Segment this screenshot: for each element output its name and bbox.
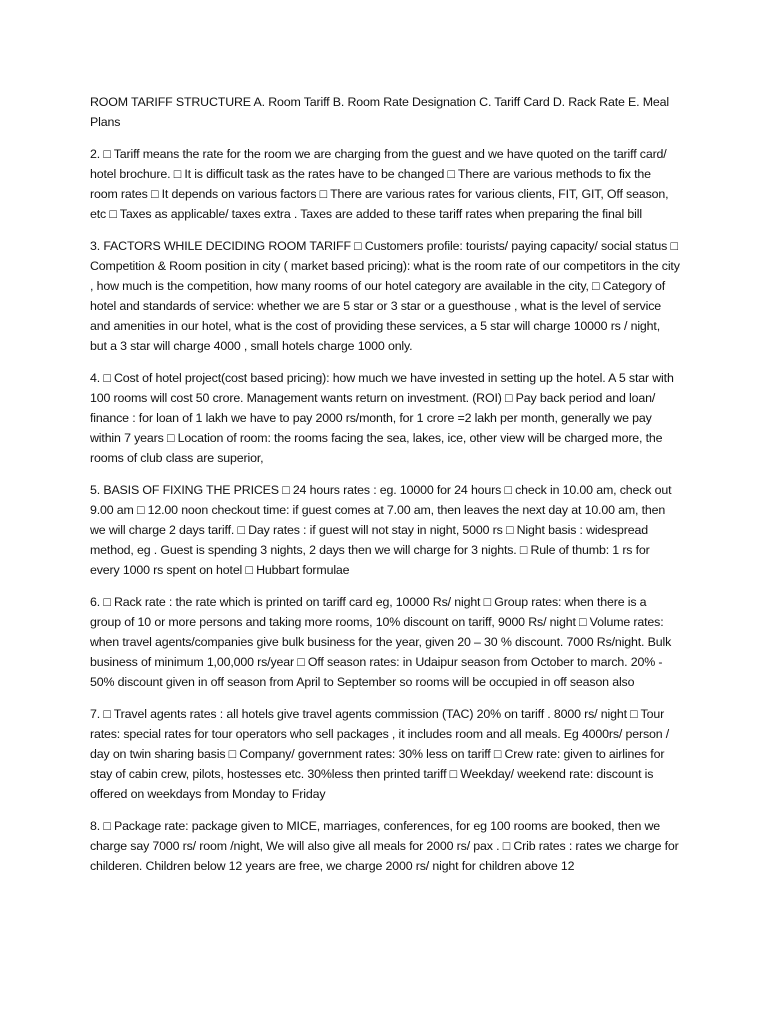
paragraph-3: 3. FACTORS WHILE DECIDING ROOM TARIFF □ Customers profile: tourists/ paying capacity/ social status □ Competition & Room position in city ( market based pricing): what is the room rate of our competitors in the city , how much is the competition, how many rooms of our hotel category are available in the city, □ Category of hotel and standards of service: whether we are 5 star or 3 star or a guesthouse , what is the level of service and amenities in our hotel, what is the cost of providing these services, a 5 star will charge 10000 rs / night, but a 3 star will charge 4000 , small hotels charge 1000 only. xyxy=(90,239,680,353)
paragraph-4: 4. □ Cost of hotel project(cost based pricing): how much we have invested in setting up the hotel. A 5 star with 100 rooms will cost 50 crore. Management wants return on investment. (ROI) □ Pay back period and loan/ finance : for loan of 1 lakh we have to pay 2000 rs/month, for 1 crore =2 lakh per month, generally we pay within 7 years □ Location of room: the rooms facing the sea, lakes, ice, other view will be charged more, the rooms of club class are superior, xyxy=(90,371,674,465)
document-body xyxy=(90,92,680,888)
paragraph-title: ROOM TARIFF STRUCTURE A. Room Tariff B. Room Rate Designation C. Tariff Card D. Rack Rate E. Meal Plans xyxy=(90,95,669,129)
paragraph-7: 7. □ Travel agents rates : all hotels give travel agents commission (TAC) 20% on tariff . 8000 rs/ night □ Tour rates: special rates for tour operators who sell packages , it includes room and all meals. Eg 4000rs/ person / day on twin sharing basis □ Company/ government rates: 30% less on tariff □ Crew rate: given to airlines for stay of cabin crew, pilots, hostesses etc. 30%less then printed tariff □ Weekday/ weekend rate: discount is offered on weekdays from Monday to Friday xyxy=(90,707,670,801)
paragraph-5: 5. BASIS OF FIXING THE PRICES □ 24 hours rates : eg. 10000 for 24 hours □ check in 10.00 am, check out 9.00 am □ 12.00 noon checkout time: if guest comes at 7.00 am, then leaves the next day at 10.00 am, then we will charge 2 days tariff. □ Day rates : if guest will not stay in night, 5000 rs □ Night basis : widespread method, eg . Guest is spending 3 nights, 2 days then we will charge for 3 nights. □ Rule of thumb: 1 rs for every 1000 rs spent on hotel □ Hubbart formulae xyxy=(90,483,672,577)
paragraph-6: 6. □ Rack rate : the rate which is printed on tariff card eg, 10000 Rs/ night □ Group rates: when there is a group of 10 or more persons and taking more rooms, 10% discount on tariff, 9000 Rs/ night □ Volume rates: when travel agents/companies give bulk business for the year, given 20 – 30 % discount. 7000 Rs/night. Bulk business of minimum 1,00,000 rs/year □ Off season rates: in Udaipur season from October to march. 20% - 50% discount given in off season from April to September so rooms will be occupied in off season also xyxy=(90,595,672,689)
paragraph-2: 2. □ Tariff means the rate for the room we are charging from the guest and we have quoted on the tariff card/ hotel brochure. □ It is difficult task as the rates have to be changed □ There are various methods to fix the room rates □ It depends on various factors □ There are various rates for various clients, FIT, GIT, Off season, etc □ Taxes as applicable/ taxes extra . Taxes are added to these tariff rates when preparing the final bill xyxy=(90,147,669,221)
paragraph-8: 8. □ Package rate: package given to MICE, marriages, conferences, for eg 100 rooms are booked, then we charge say 7000 rs/ room /night, We will also give all meals for 2000 rs/ pax . □ Crib rates : rates we charge for childeren. Children below 12 years are free, we charge 2000 rs/ night for children above 12 xyxy=(90,819,679,873)
